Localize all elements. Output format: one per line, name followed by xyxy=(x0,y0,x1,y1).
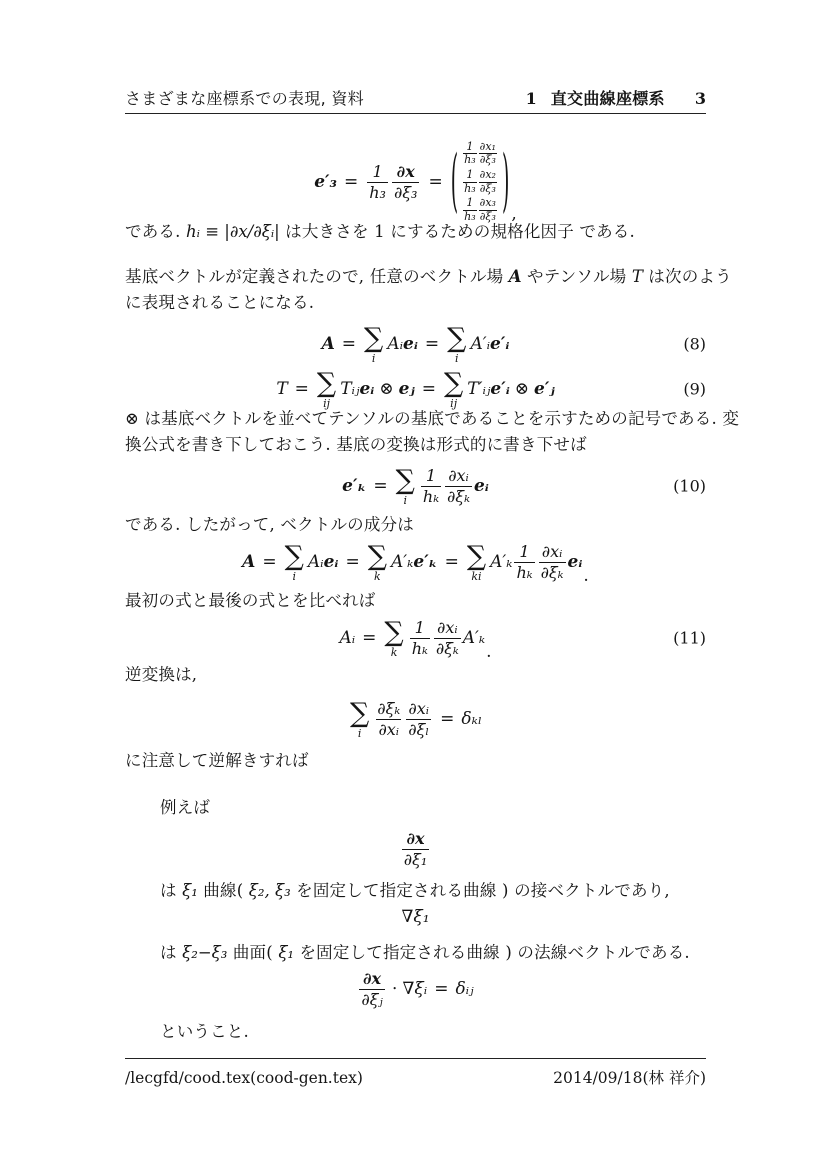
quote-normal-description xyxy=(160,940,706,966)
fraction: $\frac{\text{∂xᵢ}}{\text{∂ξₗ}}$ xyxy=(408,699,430,739)
sigma-symbol: ∑ xyxy=(367,540,388,572)
sigma-symbol: ∑ xyxy=(444,367,464,399)
period: . xyxy=(583,566,589,586)
column-vector xyxy=(462,141,498,224)
text-run: を固定して指定される曲線 ) の法線ベクトルである. xyxy=(294,943,690,962)
equation-9: T = ∑ ij Tᵢⱼ eᵢ ⊗ eⱼ = ∑ ij T′ᵢⱼ e′ᵢ ⊗ e′ⱼ (9) xyxy=(276,367,706,410)
text-run: である. xyxy=(125,222,186,241)
tensor-T: T xyxy=(276,379,288,399)
fraction: $\frac{\partial x}{\text{∂ξ₁}}$ xyxy=(403,829,428,869)
equation-number-8: (8) xyxy=(683,334,706,354)
quote-tangent-description xyxy=(160,878,706,904)
text-run: である. したがって, ベクトルの成分は xyxy=(125,515,414,534)
text-run: ⊗ は基底ベクトルを並べてテンソルの基底であることを示すための記号である. 変 xyxy=(125,409,740,428)
footer-rule xyxy=(125,1058,706,1059)
left-paren: ( xyxy=(450,142,459,222)
equals-sign: = xyxy=(434,979,449,999)
equals-sign: = xyxy=(362,628,377,648)
comma: , xyxy=(511,204,517,224)
equation-number-9: (9) xyxy=(683,379,706,399)
summation: ∑ i xyxy=(395,464,415,507)
equation-8: A = ∑ i Aᵢ eᵢ = ∑ i A′ᵢ e′ᵢ (8) xyxy=(321,322,706,365)
fraction: $\frac{\partial x}{\text{∂ξ₃}}$ xyxy=(393,162,418,202)
right-paren: ) xyxy=(501,142,510,222)
fraction: $\frac{1}{\text{hₖ}}$ xyxy=(422,466,440,506)
page-footer xyxy=(125,1066,706,1088)
paragraph-solve-inverse xyxy=(125,748,706,774)
equation-11: Aᵢ = ∑ k $\frac{1}{\text{hₖ}}$ $\frac{\text{∂xᵢ}}{\text{∂ξₖ}}$ A′ₖ . (11) xyxy=(339,616,706,662)
page-header xyxy=(125,86,706,109)
text-run: 基底ベクトルが定義されたので, 任意のベクトル場 xyxy=(125,267,509,286)
equals-sign: = xyxy=(428,172,443,192)
paragraph-normalization-factor xyxy=(125,219,706,245)
sigma-symbol: ∑ xyxy=(384,616,404,648)
text-run: hᵢ ≡ |∂x/∂ξᵢ| xyxy=(186,222,280,241)
sigma-symbol: ∑ xyxy=(316,367,337,399)
text-run: は次のよう xyxy=(642,267,732,286)
text-run: 例えば xyxy=(160,798,211,817)
text-run: ξ₁ xyxy=(182,881,198,900)
equals-sign: = xyxy=(373,476,388,496)
fraction: $\frac{\text{∂xᵢ}}{\text{∂ξₖ}}$ xyxy=(447,466,470,506)
equation-kronecker-delta: ∑ i $\frac{\text{∂ξₖ}}{\text{∂xᵢ}}$ $\frac{\text{∂xᵢ}}{\text{∂ξₗ}}$ = δₖₗ xyxy=(350,697,482,740)
equals-sign: = xyxy=(341,334,357,354)
sigma-symbol: ∑ xyxy=(284,540,304,572)
sigma-symbol: ∑ xyxy=(466,540,487,572)
equals-sign: = xyxy=(343,172,359,192)
sigma-symbol: ∑ xyxy=(395,464,415,496)
paragraph-basis-defined-line2 xyxy=(125,290,706,316)
summation: ∑ i xyxy=(284,540,304,583)
summation: ∑ i xyxy=(364,322,384,365)
fraction: $\frac{\text{∂xᵢ}}{\text{∂ξₖ}}$ xyxy=(540,542,564,582)
header-rule xyxy=(125,113,706,114)
summation: ∑ ki xyxy=(466,540,487,583)
text-run: は大きさを 1 にするための規格化因子 である. xyxy=(279,222,635,241)
text-run: ξ₁ xyxy=(278,943,295,962)
text-run: 曲面( xyxy=(227,943,279,962)
equals-sign: = xyxy=(421,379,436,399)
fraction: $\frac{\text{∂xᵢ}}{\text{∂ξₖ}}$ xyxy=(435,618,459,658)
equals-sign: = xyxy=(294,379,309,399)
equals-sign: = xyxy=(424,334,440,354)
sigma-symbol: ∑ xyxy=(350,697,370,729)
equation-A-expansion: A = ∑ i Aᵢ eᵢ = ∑ k A′ₖ e′ₖ = ∑ ki A′ₖ $\frac{1}{\text{hₖ}}$ $\frac{\text{∂xᵢ}}{\text{∂ξₖ}}$ eᵢ . xyxy=(242,540,589,586)
sigma-symbol: ∑ xyxy=(447,322,467,354)
text-run: 逆変換は, xyxy=(125,665,198,684)
header-title: さまざまな座標系での表現, 資料 xyxy=(125,89,364,108)
text-run: ということ. xyxy=(160,1022,249,1041)
equals-sign: = xyxy=(262,552,277,572)
summation: ∑ i xyxy=(350,697,370,740)
text-run: 換公式を書き下しておこう. 基底の変換は形式的に書き下せば xyxy=(125,435,587,454)
fraction: $\frac{1}{\text{hₖ}}$ xyxy=(411,618,428,658)
equals-sign: = xyxy=(440,709,455,729)
fraction: $\frac{\text{∂ξₖ}}{\text{∂xᵢ}}$ xyxy=(377,699,401,739)
text-run: を固定して指定される曲線 ) の接ベクトルであり, xyxy=(290,881,670,900)
vector-row: $\frac{1}{\text{h₃}}$ $\frac{\text{∂x₃}}{\text{∂ξ₃}}$ xyxy=(464,196,496,223)
paragraph-vector-components xyxy=(125,512,706,538)
quote-conclusion xyxy=(160,1019,706,1045)
text-run: 最初の式と最後の式とを比べれば xyxy=(125,591,376,610)
summation: ∑ k xyxy=(384,616,404,659)
equals-sign: = xyxy=(444,552,459,572)
summation: ∑ ij xyxy=(444,367,464,410)
fraction: $\frac{\partial x}{\text{∂ξⱼ}}$ xyxy=(361,969,383,1009)
paragraph-basis-defined-line1 xyxy=(125,264,732,290)
equation-tangent-vector xyxy=(125,829,706,869)
vector-row: $\frac{1}{\text{h₃}}$ $\frac{\text{∂x₂}}{\text{∂ξ₃}}$ xyxy=(464,167,496,195)
text-run: に表現されることになる. xyxy=(125,293,315,312)
paragraph-inverse-transform xyxy=(125,662,706,688)
sigma-symbol: ∑ xyxy=(364,322,384,354)
footer-source-path: /lecgfd/cood.tex(cood-gen.tex) xyxy=(125,1069,363,1087)
period: . xyxy=(486,642,492,662)
equation-number-10: (10) xyxy=(673,476,706,496)
fraction: $\frac{1}{\text{h₃}}$ xyxy=(369,162,386,202)
text-run: ξ₂, ξ₃ xyxy=(248,881,291,900)
paragraph-tensor-symbol-line2 xyxy=(125,432,706,458)
nabla-xi: ∇ξ₁ xyxy=(401,907,430,927)
equation-number-11: (11) xyxy=(673,628,706,648)
text-run: は xyxy=(160,943,183,962)
equals-sign: = xyxy=(345,552,360,572)
quote-for-example xyxy=(160,795,706,821)
summation: ∑ i xyxy=(447,322,467,365)
fraction: $\frac{1}{\text{hₖ}}$ xyxy=(516,542,533,582)
text-run: T xyxy=(631,267,643,286)
page-number: 3 xyxy=(694,89,706,108)
summation: ∑ ij xyxy=(316,367,337,410)
equation-10: e′ₖ = ∑ i $\frac{1}{\text{hₖ}}$ $\frac{\text{∂xᵢ}}{\text{∂ξₖ}}$ eᵢ (10) xyxy=(342,464,706,507)
dot-operator: ⋅ xyxy=(391,979,398,999)
vector-A: A xyxy=(321,334,335,354)
tensor-product-icon: ⊗ xyxy=(514,379,530,399)
section-number: 1 xyxy=(525,89,537,108)
equation-e3-definition xyxy=(125,140,706,224)
equation-dot-product-delta: $\frac{\partial x}{\text{∂ξⱼ}}$ ⋅ ∇ξᵢ = δᵢⱼ xyxy=(361,969,474,1009)
text-run: は xyxy=(160,881,183,900)
header-section xyxy=(526,86,706,109)
footer-date-author: 2014/09/18(林 祥介) xyxy=(553,1069,706,1087)
vector-row: $\frac{1}{\text{h₃}}$ $\frac{\text{∂x₁}}{\text{∂ξ₃}}$ xyxy=(464,139,496,167)
text-run: ξ₂−ξ₃ xyxy=(182,943,228,962)
text-run: に注意して逆解きすれば xyxy=(125,751,309,770)
math-lhs: e′₃ xyxy=(314,172,337,192)
tensor-product-icon: ⊗ xyxy=(379,379,394,399)
text-run: 曲線( xyxy=(197,881,249,900)
equation-gradient-xi1 xyxy=(125,905,706,929)
summation: ∑ k xyxy=(367,540,388,583)
paragraph-tensor-symbol-line1 xyxy=(125,406,740,432)
text-run: やテンソル場 xyxy=(521,267,632,286)
text-run: A xyxy=(508,267,522,286)
section-title: 直交曲線座標系 xyxy=(550,89,665,108)
paragraph-compare-expressions xyxy=(125,588,706,614)
